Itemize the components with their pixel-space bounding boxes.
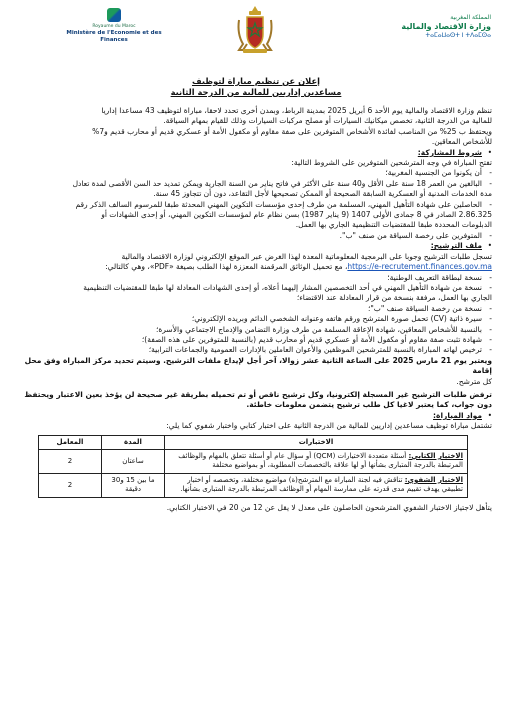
condition-diploma-3: الدبلومات المحددة طبقا للمقتضيات التنظيمية الجاري بها العمل.	[295, 220, 492, 230]
document-diploma-1: - نسخة من شهادة التأهيل المهني في أحد التخصصين المشار إليهما أعلاه، أو إحدى الشهادات المعادلة لها طبقا للمقتضيات التنظيمية	[20, 283, 492, 293]
exam-table-header	[39, 435, 468, 449]
intro-line-2: للمالية من الدرجة الثانية، تخصص ميكانيك السيارات أو مصلح مركبات السيارات وذلك للقيام بمهام السياقة.	[163, 116, 492, 126]
announcement-body	[20, 76, 492, 513]
right-ministry-name: وزارة الاقتصاد والمالية	[401, 22, 491, 31]
intro-line-1: تنظم وزارة الاقتصاد والمالية يوم الأحد 6 أبريل 2025 بمدينة الرباط، وبمدن أخرى تحدد لاحقا، مباراة لتوظيف 43 مساعدا إداريا	[101, 106, 492, 115]
header-coefficient: المعامل	[39, 435, 102, 449]
document-veteran: - شهادة تثبت صفة مقاوم أو مكفول الأمة أو عسكري قديم أو محارب قديم (بالنسبة للمتوفرين على هذه الصفة)؛	[20, 335, 492, 345]
deadline-line-2: كل مترشح.	[456, 376, 492, 386]
document-authorization: - ترخيص لهاته المباراة بالنسبة للمترشحين الموظفين والأعوان العاملين بالإدارات العمومية والجماعات الترابية؛	[20, 345, 492, 355]
table-row	[39, 473, 468, 497]
exam-subjects-heading: • مواد المباراة:	[20, 411, 492, 421]
warning-line-1: ترفض طلبات الترشيح غير المسجلة إلكترونيا، وكل ترشيح ناقص أو تم تحميله بطريقة غير صحيحة لن يؤخذ بعين الاعتبار ويحتفظ	[24, 389, 492, 399]
ministry-logo-french	[54, 8, 174, 44]
document-license: - نسخة من رخصة السياقة صنف "ب"؛	[20, 304, 492, 314]
letterhead	[0, 0, 509, 68]
condition-diploma-2: 2.86.325 الصادر في 8 جمادى الأولى 1407 (9 يناير 1987) بسن نظام عام لمؤسسات التكوين المهني، أو إحدى الشهادات أو	[101, 210, 492, 220]
ministry-logo-arabic	[381, 14, 491, 40]
left-tagline: Royaume du Maroc	[92, 24, 136, 29]
recruitment-portal-link[interactable]: https://e-recrutement.finances.gov.ma	[347, 262, 492, 272]
condition-age-1: - البالغين من العمر 18 سنة على الأقل و40 سنة على الأكثر في فاتح يناير من السنة الجارية ويمكن تمديد حد السن الأقصى لمدة تعادل	[20, 179, 492, 189]
written-test-coefficient: 2	[39, 450, 102, 474]
oral-test-duration: ما بين 15 و30 دقيقة	[102, 473, 165, 497]
ministry-logo-icon	[107, 8, 121, 22]
title-line-1: إعلان عن تنظيم مباراة لتوظيف	[191, 76, 320, 86]
application-instructions-1: تسجل طلبات الترشيح وجوبا على البرمجية المعلوماتية المعدة لهذا الغرض عبر الموقع الإلكتروني لوزارة الاقتصاد والمالية	[121, 251, 492, 261]
condition-diploma-1: - الحاصلين على شهادة التأهيل المهني، المسلمة من طرف إحدى مؤسسات التكوين المهني المحدثة طبقا للمرسوم السالف الذكر رقم	[20, 200, 492, 210]
oral-test-cell: الاختبار الشفوي: تناقش فيه لجنة المباراة مع المترشح(ة) مواضيع مختلفة، وتخصصه أو اختبار تطبيقي يهدف تقييم مدى قدرته على ممارسة المهام أو الوظائف المرتبطة بالدرجة المتبارى بشأنها.	[165, 473, 468, 497]
final-note: يتأهل لاجتياز الاختبار الشفوي المترشحون الحاصلون على معدل لا يقل عن 12 من 20 في الاختبار الكتابي.	[166, 502, 492, 512]
exam-table	[38, 435, 468, 498]
condition-nationality: - أن يكونوا من الجنسية المغربية؛	[20, 168, 492, 178]
royal-coat-of-arms-icon	[233, 4, 277, 56]
application-file-heading: • ملف الترشيح:	[20, 241, 492, 251]
document-id-card: - نسخة لبطاقة التعريف الوطنية؛	[20, 273, 492, 283]
header-duration: المدة	[102, 435, 165, 449]
document-cv: - سيرة ذاتية (CV) تحمل صورة المترشح ورقم هاتفه وعنوانه الشخصي الدائم وبريده الإلكتروني؛	[20, 314, 492, 324]
document-diploma-2: الجاري بها العمل، مرفقة بنسخة من قرار المعادلة عند الاقتضاء؛	[296, 293, 492, 303]
table-row	[39, 450, 468, 474]
application-instructions-2: https://e-recrutement.finances.gov.ma، مع تحميل الوثائق المرقمنة المعززة لهذا الطلب بصيغة «PDF»، وهي كالتالي:	[105, 262, 492, 272]
title-line-2: مساعدين إداريين للمالية من الدرجة الثانية	[170, 87, 342, 97]
right-tifinagh: ⵜⴰⵎⴰⵡⴰⵙⵜ ⵏ ⵜⴷⴰⵎⵙⴰ	[425, 32, 491, 39]
oral-test-coefficient: 2	[39, 473, 102, 497]
deadline-line-1: ويعتبر يوم 21 مارس 2025 على الساعة الثانية عشر زوالا، آخر أجل لإيداع ملفات الترشيح. وسيتم تحديد مركز المباراة وفق محل إقامة	[24, 355, 492, 376]
intro-line-4: للأشخاص المعاقين.	[431, 137, 492, 147]
header-tests: الاختبارات	[165, 435, 468, 449]
condition-age-2: مدة الخدمات المدنية أو العسكرية السابقة الصحيحة أو الممكن تصحيحها لأجل التقاعد، دون أن تتجاوز 45 سنة.	[153, 189, 492, 199]
conditions-intro: تفتح المباراة في وجه المترشحين المتوفرين على الشروط التالية:	[291, 158, 492, 168]
intro-line-3: ويحتفظ ب 25% من المناصب لفائدة الأشخاص المتوفرين على صفة مقاوم أو مكفول الأمة أو عسكري قديم أو محارب قديم و7%	[92, 126, 492, 136]
written-test-cell: الاختبار الكتابي: أسئلة متعددة الاختيارات (QCM) أو سؤال عام أو أسئلة تتعلق بالمهام والوظائف المرتبطة بالدرجة المتبارى بشأنها أو لها علاقة بالتخصصات المطلوبة، أو بمواضيع مختلفة	[165, 450, 468, 474]
condition-license: - المتوفرين على رخصة السياقة من صنف "ب".	[20, 231, 492, 241]
left-ministry-name: Ministère de l'Economie et des Finances	[66, 30, 162, 43]
exam-intro: تشتمل مباراة توظيف مساعدين إداريين للمالية من الدرجة الثانية على اختبار كتابي واختبار شفوي كما يلي:	[166, 421, 492, 431]
document-disability: - بالنسبة للأشخاص المعاقين، شهادة الإعاقة المسلمة من طرف وزارة التضامن والإدماج الاجتماعي والأسرة؛	[20, 325, 492, 335]
conditions-heading: • شروط المشاركة:	[20, 148, 492, 158]
right-kingdom: المملكة المغربية	[450, 14, 491, 21]
warning-line-2: دون جواب، كما يعتبر لاغيا كل طلب ترشيح يتضمن معلومات خاطئة.	[246, 400, 492, 410]
written-test-duration: ساعتان	[102, 450, 165, 474]
